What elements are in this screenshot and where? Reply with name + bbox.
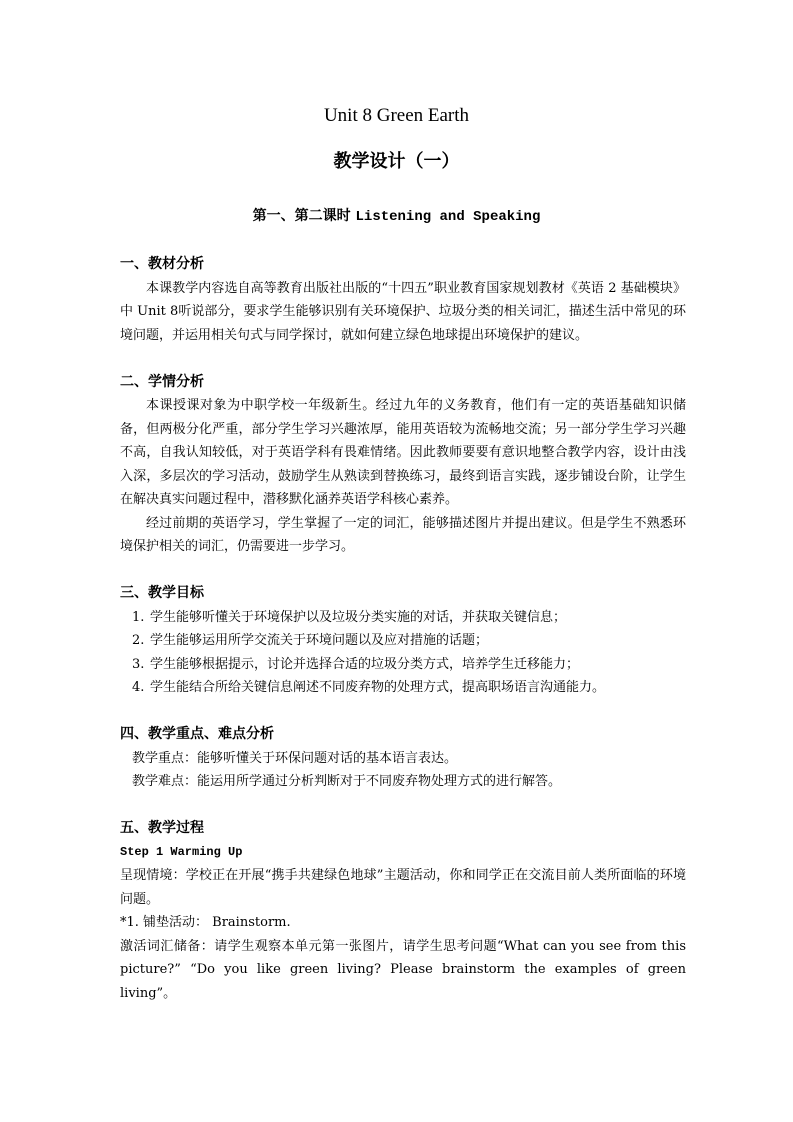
section-heading-key-difficult: 四、教学重点、难点分析	[120, 726, 274, 742]
document-title: Unit 8 Green Earth	[323, 105, 470, 126]
lesson-heading	[0, 205, 793, 225]
goal-item: 2. 学生能够运用所学交流关于环境问题以及应对措施的话题；	[132, 633, 489, 648]
teaching-goals-list	[120, 606, 686, 700]
section-heading-student-analysis: 二、学情分析	[120, 373, 204, 390]
section-heading-teaching-process: 五、教学过程	[120, 820, 204, 836]
lesson-heading-en: Listening and Speaking	[355, 209, 541, 225]
textbook-analysis-paragraph: 本课教学内容选自高等教育出版社出版的“十四五”职业教育国家规划教材《英语 2 基础模块》中 Unit 8听说部分，要求学生能够识别有关环境保护、垃圾分类的相关词汇，描述生活中常见的环境问题，并运用相关句式与同学探讨，就如何建立绿色地球提出环境保护的建议。	[120, 280, 686, 343]
goal-item: 1. 学生能够听懂关于环境保护以及垃圾分类实施的对话，并获取关键信息；	[132, 609, 567, 625]
section-heading-teaching-goals: 三、教学目标	[120, 585, 204, 601]
section-heading-textbook-analysis: 一、教材分析	[120, 256, 204, 272]
lesson-heading-zh: 第一、第二课时	[252, 208, 356, 224]
document-body	[120, 253, 686, 1005]
teaching-key-point: 教学重点：能够听懂关于环保问题对话的基本语言表达。	[132, 750, 458, 766]
goal-item: 3. 学生能够根据提示，讨论并选择合适的垃圾分类方式，培养学生迁移能力；	[132, 656, 580, 672]
goal-item: 4. 学生能结合所给关键信息阐述不同废弃物的处理方式，提高职场语言沟通能力。	[132, 680, 606, 695]
teaching-difficult-point: 教学难点：能运用所学通过分析判断对于不同废弃物处理方式的进行解答。	[132, 774, 562, 789]
step-1-heading: Step 1 Warming Up	[120, 844, 243, 859]
vocab-paragraph: 激活词汇储备：请学生观察本单元第一张图片，请学生思考问题“What can you see from this picture?” “Do you like green living? Please brainstorm the examples of green living”。	[120, 938, 686, 1001]
activity-line: *1. 铺垫活动： Brainstorm.	[120, 915, 291, 930]
student-analysis-paragraph-1: 本课授课对象为中职学校一年级新生。经过九年的义务教育，他们有一定的英语基础知识储备，但两极分化严重，部分学生学习兴趣浓厚，能用英语较为流畅地交流；另一部分学生学习兴趣不高，自我认知较低，对于英语学科有畏难情绪。因此教师要要有意识地整合教学内容，设计由浅入深，多层次的学习活动，鼓励学生从熟读到替换练习，最终到语言实践，逐步铺设台阶，让学生在解决真实问题过程中，潜移默化涵养英语学科核心素养。	[120, 398, 686, 507]
scene-paragraph: 呈现情境：学校正在开展“携手共建绿色地球”主题活动，你和同学正在交流目前人类所面临的环境问题。	[120, 868, 686, 907]
document-subtitle: 教学设计（一）	[333, 151, 460, 172]
student-analysis-paragraph-2: 经过前期的英语学习，学生掌握了一定的词汇，能够描述图片并提出建议。但是学生不熟悉环境保护相关的词汇，仍需要进一步学习。	[120, 515, 686, 554]
